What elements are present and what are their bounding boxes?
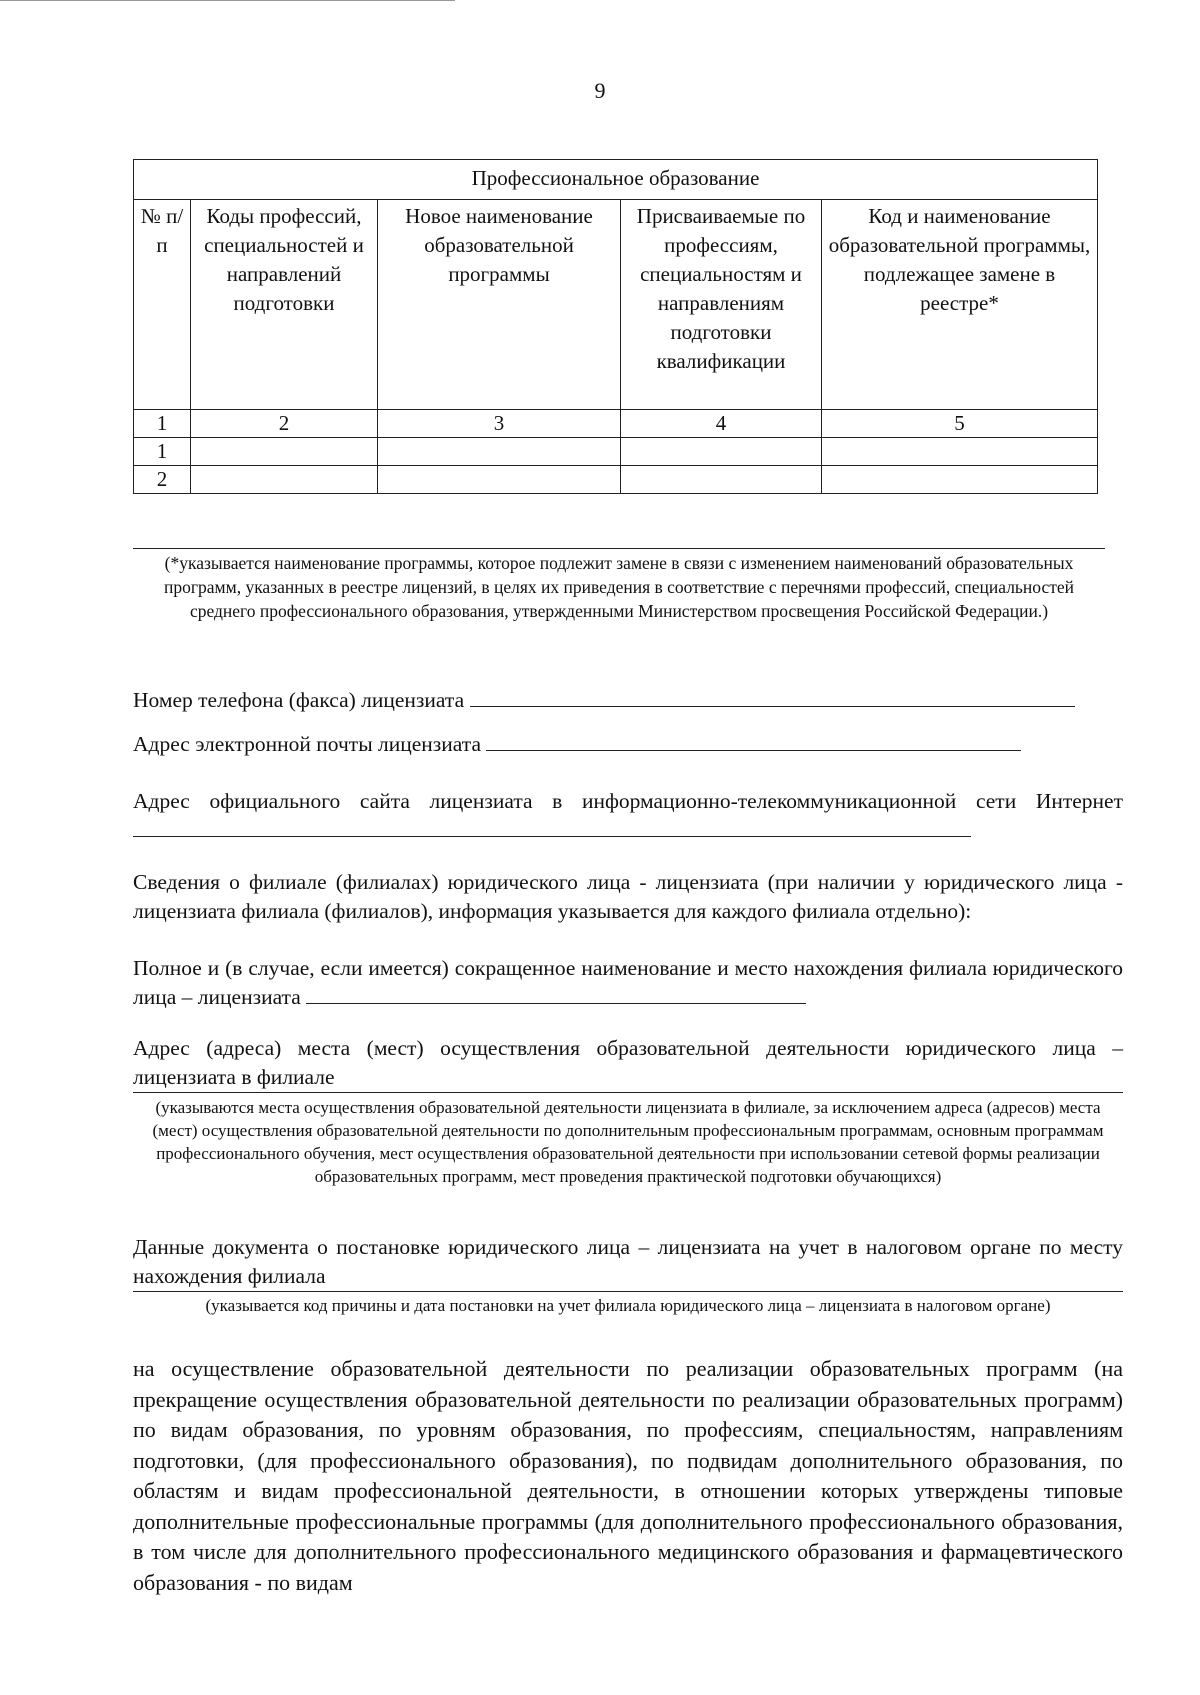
tax-note: (указывается код причины и дата постановки на учет филиала юридического лица – лицензиата в налоговом органе)	[205, 1296, 1051, 1315]
row-number: 2	[134, 466, 191, 494]
table-row	[134, 438, 1098, 466]
footnote: (*указывается наименование программы, которое подлежит замене в связи с изменением наименований образовательных программ, указанных в реестре лицензий, в целях их приведения в соответствие с перечнями профессий, специальностей среднего профессионального образования, утвержденными Министерством просвещения Российской Федерации.)	[163, 553, 1075, 621]
phone-label: Номер телефона (факса) лицензиата	[133, 688, 465, 712]
page-number: 9	[594, 78, 606, 103]
table-cell	[621, 466, 822, 494]
column-number-row	[134, 410, 1098, 438]
email-blank[interactable]	[486, 730, 1021, 751]
email-label: Адрес электронной почты лицензиата	[133, 732, 481, 756]
row-number: 1	[134, 438, 191, 466]
phone-field	[133, 686, 1123, 715]
header-qualifications: Присваиваемые по профессиям, специальностям и направлениям подготовки квалификации	[621, 200, 822, 410]
header-number: № п/п	[134, 200, 191, 410]
branch-address-note: (указываются места осуществления образовательной деятельности лицензиата в филиале, за исключением адреса (адресов) места (мест) осуществления образовательной деятельности по дополнительным профессиональным программам, основным программам профессионального обучения, мест осуществления образовательной деятельности при использовании сетевой формы реализации образовательных программ, мест проведения практической подготовки обучающихся)	[152, 1098, 1104, 1186]
header-new-name: Новое наименование образовательной программы	[378, 200, 621, 410]
header-replaced-program: Код и наименование образовательной программы, подлежащее замене в реестре*	[822, 200, 1098, 410]
branch-address-field[interactable]: Адрес (адреса) места (мест) осуществления образовательной деятельности юридического лица – лицензиата в филиале	[133, 1034, 1123, 1093]
email-field	[133, 730, 1123, 759]
table-cell	[822, 438, 1098, 466]
branch-name-label: Полное и (в случае, если имеется) сокращенное наименование и место нахождения филиала юридического лица – лицензиата	[133, 956, 1123, 1009]
column-number: 4	[621, 410, 822, 438]
column-number: 1	[134, 410, 191, 438]
branch-name-field	[133, 954, 1123, 1012]
column-number: 5	[822, 410, 1098, 438]
main-paragraph: на осуществление образовательной деятельности по реализации образовательных программ (на прекращение осуществления образовательной деятельности по реализации образовательных программ) по видам образования, по уровням образования, по профессиям, специальностям, направлениям подготовки, (для профессионального образования), по подвидам дополнительного образования, по областям и видам профессиональной деятельности, в отношении которых утверждены типовые дополнительные профессиональные программы (для дополнительного профессионального образования, в том числе для дополнительного профессионального медицинского образования и фармацевтического образования - по видам	[133, 1356, 1123, 1595]
column-number: 2	[191, 410, 378, 438]
table-cell	[378, 466, 621, 494]
table-cell	[378, 438, 621, 466]
table-cell	[621, 438, 822, 466]
website-blank[interactable]	[133, 816, 971, 837]
table-cell	[191, 438, 378, 466]
footnote-divider	[133, 548, 1105, 549]
table-cell	[822, 466, 1098, 494]
website-field	[133, 787, 1123, 845]
branch-info: Сведения о филиале (филиалах) юридического лица - лицензиата (при наличии у юридического лица - лицензиата филиала (филиалов), информация указывается для каждого филиала отдельно):	[133, 870, 1123, 923]
phone-blank[interactable]	[470, 686, 1075, 707]
scan-edge-line	[0, 0, 455, 1]
column-number: 3	[378, 410, 621, 438]
website-label: Адрес официального сайта лицензиата в информационно-телекоммуникационной сети Интернет	[133, 789, 1123, 813]
table-title: Профессиональное образование	[134, 160, 1098, 200]
table-row	[134, 466, 1098, 494]
tax-field[interactable]: Данные документа о постановке юридического лица – лицензиата на учет в налоговом органе по месту нахождения филиала	[133, 1233, 1123, 1292]
professional-education-table	[133, 159, 1098, 494]
table-cell	[191, 466, 378, 494]
branch-name-blank[interactable]	[306, 983, 806, 1004]
header-codes: Коды профессий, специальностей и направлений подготовки	[191, 200, 378, 410]
